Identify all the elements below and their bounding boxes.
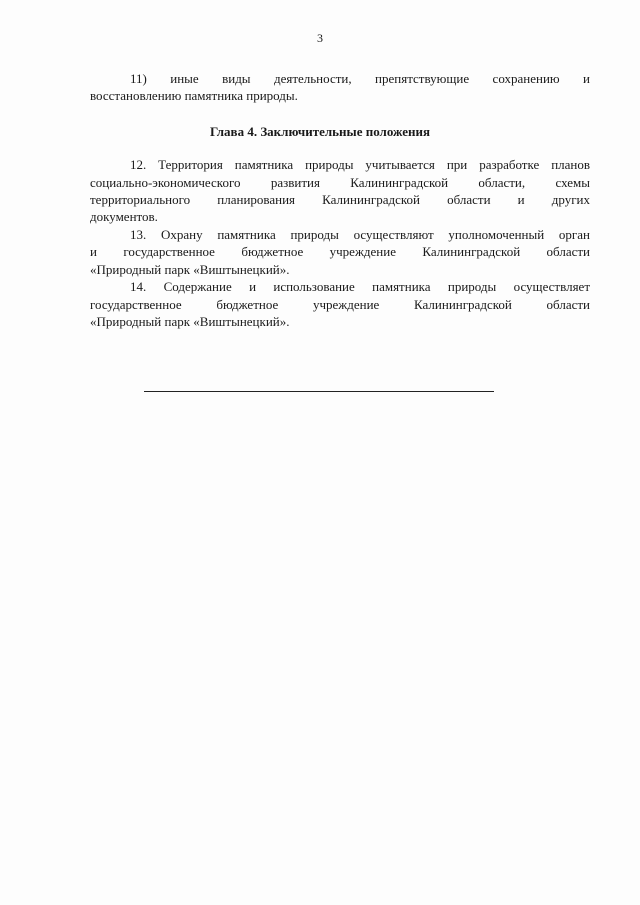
- item-14-line-2: государственное бюджетное учреждение Калининградской области: [90, 297, 590, 312]
- item-13-line-3: «Природный парк «Виштынецкий».: [90, 262, 290, 277]
- item-12-line-2: социально-экономического развития Калининградской области, схемы: [90, 175, 590, 190]
- closing-divider: [144, 391, 494, 392]
- item-13-line-2: и государственное бюджетное учреждение Калининградской области: [90, 244, 590, 259]
- item-12-line-3: территориального планирования Калининградской области и других: [90, 192, 590, 207]
- item-12-line-4: документов.: [90, 209, 158, 224]
- item-14-line-3: «Природный парк «Виштынецкий».: [90, 314, 290, 329]
- item-11-line-1: 11) иные виды деятельности, препятствующие сохранению и: [130, 71, 590, 86]
- item-12-line-1: 12. Территория памятника природы учитывается при разработке планов: [130, 157, 590, 172]
- item-14-line-1: 14. Содержание и использование памятника природы осуществляет: [130, 279, 590, 294]
- page-number: 3: [317, 31, 323, 45]
- item-11-line-2: восстановлению памятника природы.: [90, 88, 298, 103]
- item-13-line-1: 13. Охрану памятника природы осуществляют уполномоченный орган: [130, 227, 590, 242]
- chapter-title: Глава 4. Заключительные положения: [209, 124, 431, 139]
